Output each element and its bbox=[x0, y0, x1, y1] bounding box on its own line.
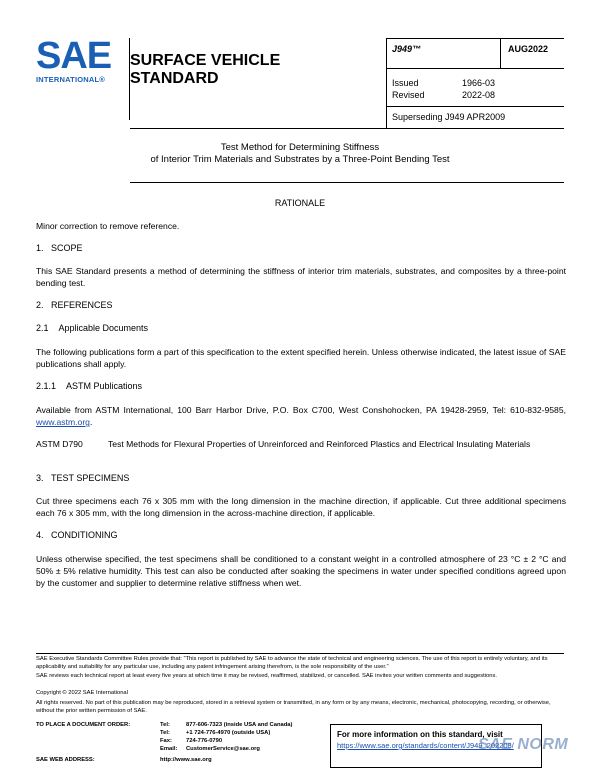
scope-heading: 1. SCOPE bbox=[36, 243, 83, 253]
header-rule bbox=[386, 68, 564, 69]
web-label: SAE WEB ADDRESS: bbox=[36, 757, 95, 763]
references-text: The following publications form a part of this specification to the extent specified herein. Unless otherwise indicated, the latest issue of SAE publications shall apply. bbox=[36, 347, 566, 369]
superseding-note: Superseding J949 APR2009 bbox=[392, 112, 506, 122]
references-heading: 2. REFERENCES bbox=[36, 300, 113, 310]
specimens-text: Cut three specimens each 76 x 305 mm with the long dimension in the machine direction, if applicable. Cut three additional specimens each 76 x 305 mm, with the long dimension in the across-machine direction, if applicable. bbox=[36, 496, 566, 518]
header-divider bbox=[500, 38, 501, 68]
astm-description: Test Methods for Flexural Properties of Unreinforced and Reinforced Plastics and Electrical Insulating Materials bbox=[108, 439, 531, 449]
conditioning-heading: 4. CONDITIONING bbox=[36, 530, 118, 540]
issued-value: 1966-03 bbox=[462, 78, 496, 88]
email-label: Email: bbox=[160, 746, 178, 752]
header-rule bbox=[130, 128, 564, 129]
header-rule bbox=[386, 38, 564, 39]
conditioning-text: Unless otherwise specified, the test specimens shall be conditioned to a constant weight in a controlled atmosphere of 23 °C ± 2 °C and 50% ± 5% relative humidity. This test can also be conducted after soaking the specimens in water under specified conditions agreed upon by the customer and supplier to determine relative stiffness when wet. bbox=[36, 554, 566, 588]
rationale-heading: RATIONALE bbox=[274, 198, 326, 208]
tel2-label: Tel: bbox=[160, 730, 170, 736]
logo-text: SAE bbox=[36, 35, 112, 77]
watermark: SAE NORM bbox=[478, 736, 569, 753]
order-label: TO PLACE A DOCUMENT ORDER: bbox=[36, 722, 131, 728]
fax-label: Fax: bbox=[160, 738, 172, 744]
tel2-value: +1 724-776-4970 (outside USA) bbox=[186, 730, 271, 736]
scope-text: This SAE Standard presents a method of determining the stiffness of interior trim materials, substrates, and composites by a three-point bending test. bbox=[36, 266, 566, 288]
document-title bbox=[100, 142, 500, 166]
astm-link[interactable]: www.astm.org bbox=[36, 417, 90, 427]
header-divider bbox=[386, 38, 387, 128]
document-type-box bbox=[130, 40, 380, 118]
web-value[interactable]: http://www.sae.org bbox=[160, 757, 212, 763]
email-value[interactable]: CustomerService@sae.org bbox=[186, 746, 260, 752]
header-rule bbox=[130, 182, 564, 183]
revised-value: 2022-08 bbox=[462, 90, 496, 100]
footer-review: SAE reviews each technical report at least every five years at which time it may be revised, reaffirmed, stabilized, or cancelled. SAE invites your written comments and suggestions. bbox=[36, 673, 497, 679]
tel-value: 877-606-7323 (inside USA and Canada) bbox=[186, 722, 293, 728]
document-number: J949™ bbox=[392, 44, 422, 54]
title-line: of Interior Trim Materials and Substrates by a Three-Point Bending Test bbox=[150, 154, 450, 165]
info-link[interactable]: https://www.sae.org/standards/content/J949_202208/ bbox=[337, 741, 514, 750]
footer-copyright: Copyright © 2022 SAE International bbox=[36, 690, 128, 696]
tel-label: Tel: bbox=[160, 722, 170, 728]
footer-rule bbox=[36, 653, 564, 654]
astm-code: ASTM D790 bbox=[36, 439, 83, 449]
specimens-heading: 3. TEST SPECIMENS bbox=[36, 473, 130, 483]
sae-logo bbox=[36, 35, 118, 84]
footer-rules: SAE Executive Standards Committee Rules provide that: “This report is published by SAE to advance the state of technical and engineering sciences. The use of this report is entirely voluntary, and its applicability and suitability for any particular use, including any patent infringement arising therefrom, is the sole responsibility of the user.” bbox=[36, 656, 548, 670]
issued-label: Issued bbox=[392, 78, 419, 88]
header-rule bbox=[386, 106, 564, 107]
astm-text: Available from ASTM International, 100 Barr Harbor Drive, P.O. Box C700, West Conshohocken, PA 19428-2959, Tel: 610-832-9585, www.astm.org. bbox=[36, 405, 566, 427]
footer-rights: All rights reserved. No part of this publication may be reproduced, stored in a retrieval system or transmitted, in any form or by any means, electronic, mechanical, photocopying, recording, or otherwise, without the prior written permission of SAE. bbox=[36, 700, 551, 714]
document-type: SURFACE VEHICLE STANDARD bbox=[130, 52, 281, 87]
logo-subtext: INTERNATIONAL® bbox=[36, 75, 106, 84]
info-title: For more information on this standard, visit bbox=[337, 730, 503, 739]
applicable-documents-heading: 2.1 Applicable Documents bbox=[36, 323, 149, 333]
fax-value: 724-776-0790 bbox=[186, 738, 223, 744]
revised-label: Revised bbox=[392, 90, 425, 100]
astm-heading: 2.1.1 ASTM Publications bbox=[36, 381, 143, 391]
title-line: Test Method for Determining Stiffness bbox=[220, 142, 380, 153]
astm-address: Available from ASTM International, 100 Barr Harbor Drive, P.O. Box C700, West Conshohocken, PA 19428-2959, Tel: 610-832-9585, bbox=[36, 405, 566, 415]
document-date: AUG2022 bbox=[508, 44, 549, 54]
rationale-text: Minor correction to remove reference. bbox=[36, 221, 180, 231]
